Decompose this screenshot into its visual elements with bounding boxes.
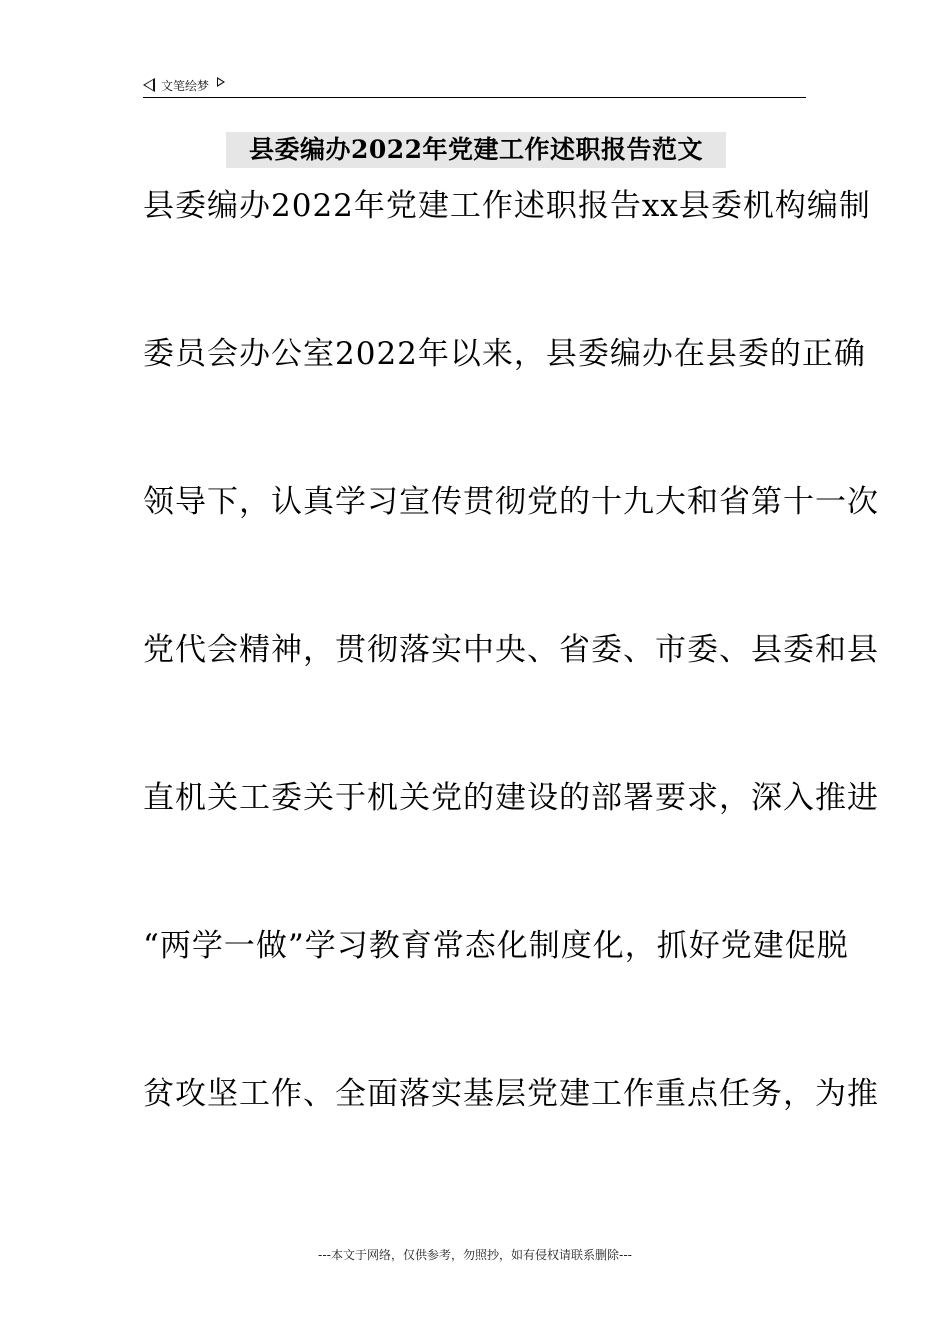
body-line: 领导下，认真学习宣传贯彻党的十九大和省第十一次 (143, 484, 879, 520)
body-line: 直机关工委关于机关党的建设的部署要求，深入推进 (143, 780, 879, 816)
brand-label: 文笔绘梦 (161, 78, 210, 93)
body-line: 贫攻坚工作、全面落实基层党建工作重点任务，为推 (143, 1076, 879, 1112)
triangle-right-outline-icon (217, 77, 225, 87)
document-title: 县委编办2022年党建工作述职报告范文 (226, 132, 726, 168)
header-brand (143, 74, 225, 96)
body-line: 委员会办公室2022年以来，县委编办在县委的正确 (143, 336, 866, 372)
footer-notice: ---本文于网络，仅供参考，勿照抄，如有侵权请联系删除--- (318, 1248, 632, 1262)
body-line: 县委编办2022年党建工作述职报告xx县委机构编制 (143, 188, 871, 224)
triangle-left-outline-icon (143, 78, 155, 92)
body-line: 党代会精神，贯彻落实中央、省委、市委、县委和县 (143, 632, 879, 668)
header-rule (143, 97, 806, 98)
body-line: “两学一做”学习教育常态化制度化，抓好党建促脱 (143, 928, 849, 964)
